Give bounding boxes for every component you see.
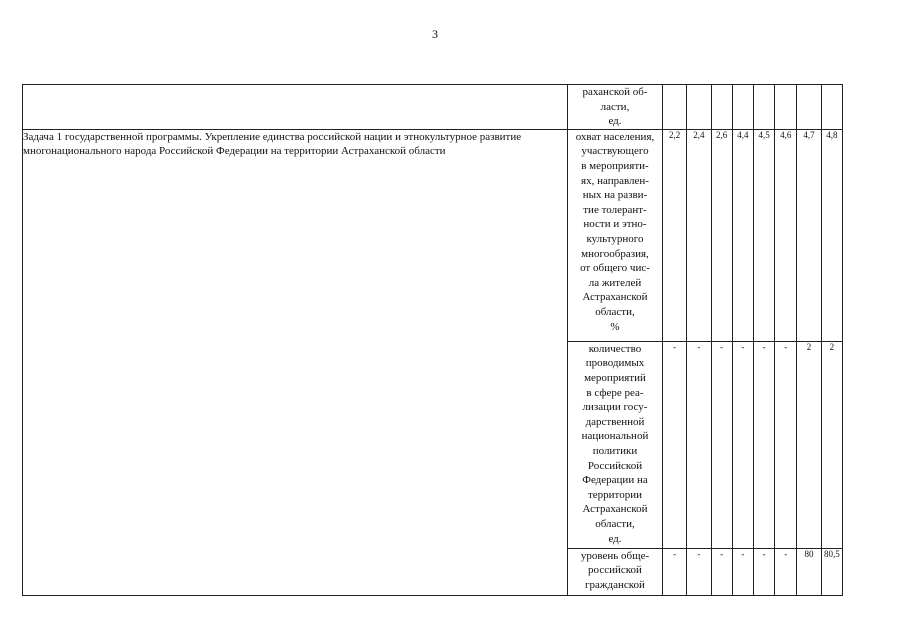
indicator-line: многообразия, (581, 247, 649, 260)
indicator-line: количество (588, 342, 642, 355)
indicators-table (22, 84, 843, 596)
value-cell: - (663, 341, 687, 548)
value-cell (732, 85, 753, 130)
indicator-line: ях, направлен- (581, 174, 649, 187)
value-cell: 4,8 (821, 129, 842, 341)
indicator-line: Астраханской (582, 291, 648, 304)
value-cell (663, 85, 687, 130)
value-cell (687, 85, 711, 130)
indicator-line: области, (595, 305, 635, 318)
indicator-line: ных на разви- (582, 189, 648, 202)
value-cell: 4,6 (775, 129, 797, 341)
value-cell (797, 85, 821, 130)
indicator-line: уровень обще- (580, 549, 650, 562)
indicator-line: ед. (608, 532, 622, 545)
value-cell: - (687, 548, 711, 595)
value-cell: 80 (797, 548, 821, 595)
value-cell: 4,7 (797, 129, 821, 341)
value-cell: 80,5 (821, 548, 842, 595)
indicator-line: участвующего (581, 145, 649, 158)
indicator-line: мероприятий (584, 371, 646, 384)
indicator-line: культурного (586, 232, 644, 245)
value-cell (775, 85, 797, 130)
value-cell: - (732, 548, 753, 595)
indicator-line: ед. (608, 115, 622, 128)
indicator-line: гражданской (585, 578, 645, 591)
value-cell: - (711, 548, 732, 595)
indicator-line: лизации госу- (582, 401, 648, 414)
page-number: 3 (432, 27, 438, 41)
empty-task-cell (23, 85, 568, 130)
indicator-line: ла жителей (588, 276, 642, 289)
value-cell: 2,2 (663, 129, 687, 341)
indicator-line: политики (592, 444, 638, 457)
indicator-line: российской (588, 564, 642, 577)
value-cell (821, 85, 842, 130)
indicator-line: территории (587, 488, 642, 501)
value-cell: 4,4 (732, 129, 753, 341)
value-cell: - (732, 341, 753, 548)
indicator-line: дарственной (585, 415, 645, 428)
indicator-line: Российской (587, 459, 643, 472)
indicator-line: от общего чис- (580, 262, 650, 275)
continuation-row (23, 85, 843, 130)
value-cell (711, 85, 732, 130)
indicator-line: раханской об- (582, 86, 648, 98)
indicator-row (23, 129, 843, 341)
indicator-line: Федерации на (582, 474, 648, 487)
indicator-line: ности и этно- (583, 218, 647, 231)
value-cell: 4,5 (753, 129, 774, 341)
indicator-cell (567, 548, 662, 595)
indicator-line: в мероприяти- (581, 159, 649, 172)
indicator-cell (567, 341, 662, 548)
value-cell: - (753, 548, 774, 595)
indicator-cell (567, 129, 662, 341)
indicator-line: охват населения, (575, 130, 655, 143)
indicator-line: в сфере реа- (586, 386, 644, 399)
value-cell: 2,4 (687, 129, 711, 341)
indicator-line: области, (595, 517, 635, 530)
value-cell: 2 (821, 341, 842, 548)
task-description-cell (23, 129, 568, 595)
value-cell: - (711, 341, 732, 548)
value-cell: 2 (797, 341, 821, 548)
value-cell: - (687, 341, 711, 548)
indicator-line: ласти, (600, 100, 630, 113)
value-cell: - (775, 341, 797, 548)
value-cell: - (663, 548, 687, 595)
indicator-line: национальной (581, 430, 649, 443)
indicator-cell (567, 85, 662, 130)
indicator-line: % (610, 320, 620, 333)
task-description: Задача 1 государственной программы. Укрепление единства российской нации и этнокультурное развитие многонационального народа Российской Федерации на территории Астраханской области (23, 130, 522, 158)
value-cell: 2,6 (711, 129, 732, 341)
value-cell (753, 85, 774, 130)
indicator-line: проводимых (585, 357, 645, 370)
value-cell: - (753, 341, 774, 548)
value-cell: - (775, 548, 797, 595)
indicator-line: тие толерант- (583, 203, 647, 216)
indicator-line: Астраханской (582, 503, 648, 516)
